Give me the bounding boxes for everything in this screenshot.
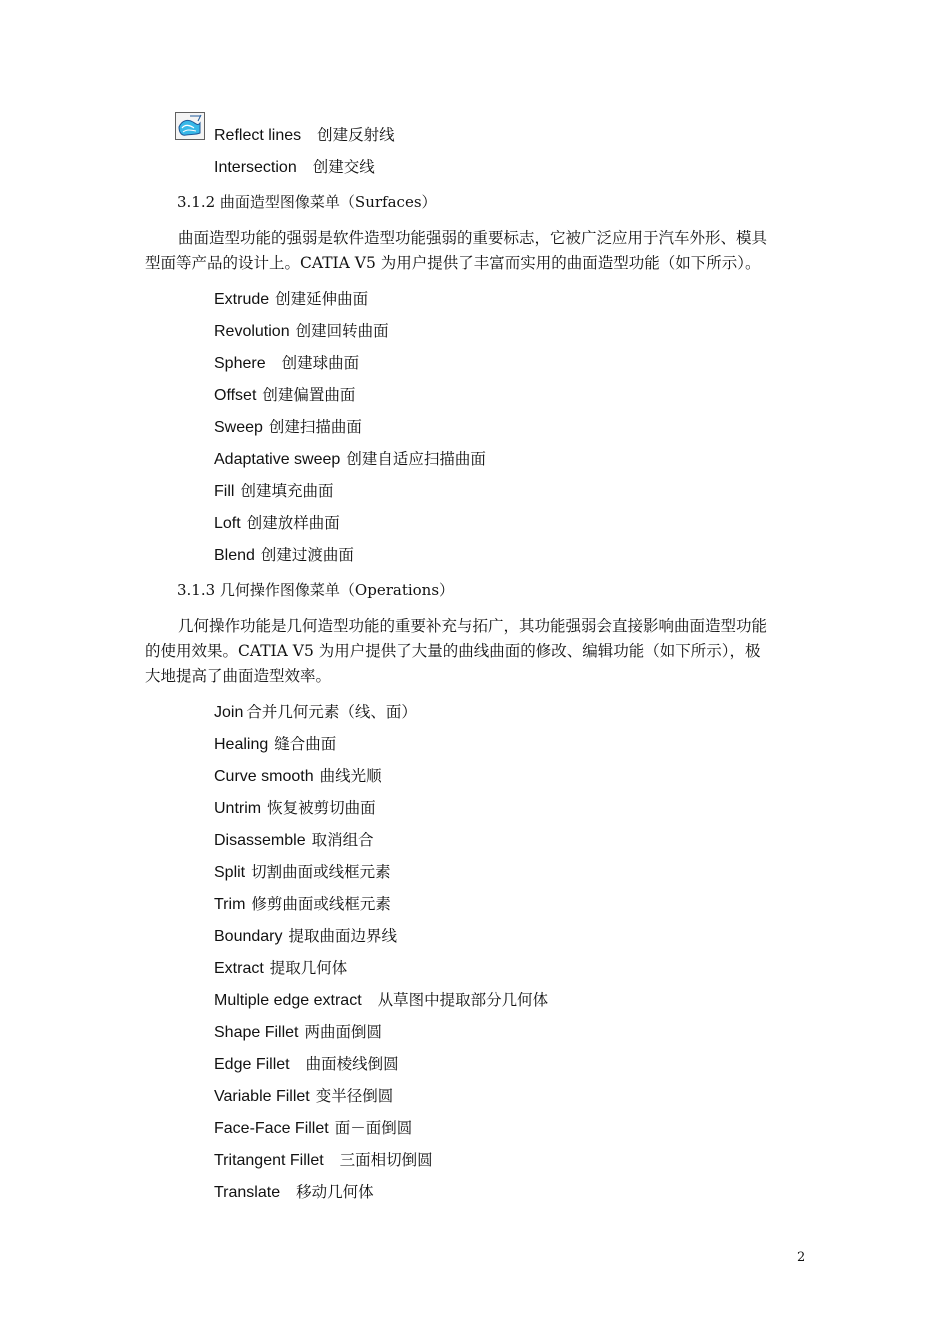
item-name: Edge Fillet — [214, 1056, 290, 1073]
item-name: Shape Fillet — [214, 1024, 299, 1041]
item-name: Multiple edge extract — [214, 992, 362, 1009]
menu-item-variable-fillet — [214, 1084, 393, 1109]
item-name: Sweep — [214, 419, 263, 436]
item-description: 创建放样曲面 — [246, 514, 340, 532]
item-name: Adaptative sweep — [214, 451, 341, 468]
menu-item-extrude — [214, 287, 368, 312]
item-description: 两曲面倒圆 — [304, 1023, 383, 1041]
item-name: Revolution — [214, 323, 290, 340]
item-description: 创建反射线 — [317, 126, 395, 144]
item-description: 取消组合 — [311, 831, 374, 849]
menu-item-trim — [214, 892, 391, 917]
paragraph-line: 大地提高了曲面造型效率。 — [145, 667, 332, 685]
menu-item-sweep — [214, 415, 362, 440]
paragraph-line: 几何操作功能是几何造型功能的重要补充与拓广，其功能强弱会直接影响曲面造型功能 — [178, 617, 768, 635]
paragraph-line: 的使用效果。CATIA V5 为用户提供了大量的曲线曲面的修改、编辑功能（如下所示），极 — [145, 642, 761, 660]
menu-item-translate — [214, 1180, 374, 1205]
menu-item-boundary — [214, 924, 397, 949]
item-name: Extrude — [214, 291, 270, 308]
menu-item-intersection — [214, 155, 375, 180]
reflect-lines-icon — [175, 112, 205, 140]
item-description: 曲线光顺 — [319, 767, 382, 785]
menu-item-curve-smooth — [214, 764, 382, 789]
item-name: Reflect lines — [214, 127, 302, 144]
item-description: 合并几何元素（线、面） — [246, 703, 417, 721]
menu-item-disassemble — [214, 828, 374, 853]
item-description: 恢复被剪切曲面 — [267, 799, 376, 817]
item-description: 缝合曲面 — [274, 735, 337, 753]
item-description: 创建过渡曲面 — [260, 546, 354, 564]
menu-item-healing — [214, 732, 336, 757]
item-name: Split — [214, 864, 246, 881]
menu-item-adaptative-sweep — [214, 447, 486, 472]
item-description: 曲面棱线倒圆 — [305, 1055, 399, 1073]
item-name: Extract — [214, 960, 264, 977]
menu-item-blend — [214, 543, 354, 568]
item-name: Join — [214, 704, 244, 721]
item-name: Untrim — [214, 800, 262, 817]
item-name: Curve smooth — [214, 768, 314, 785]
item-description: 创建球曲面 — [281, 354, 360, 372]
item-description: 提取几何体 — [269, 959, 348, 977]
item-description: 创建自适应扫描曲面 — [346, 450, 486, 468]
item-name: Boundary — [214, 928, 283, 945]
item-description: 变半径倒圆 — [315, 1087, 394, 1105]
item-description: 创建偏置曲面 — [262, 386, 356, 404]
item-name: Disassemble — [214, 832, 306, 849]
item-description: 切割曲面或线框元素 — [251, 863, 391, 881]
page-number: 2 — [797, 1250, 806, 1265]
item-description: 修剪曲面或线框元素 — [251, 895, 391, 913]
item-description: 面－面倒圆 — [334, 1119, 413, 1137]
menu-item-split — [214, 860, 391, 885]
menu-item-reflect-lines — [214, 123, 395, 148]
menu-item-edge-fillet — [214, 1052, 399, 1077]
section-heading-surfaces: 3.1.2 曲面造型图像菜单（Surfaces） — [177, 193, 437, 211]
item-name: Sphere — [214, 355, 266, 372]
item-description: 创建填充曲面 — [240, 482, 334, 500]
item-name: Trim — [214, 896, 246, 913]
item-name: Blend — [214, 547, 255, 564]
menu-item-extract — [214, 956, 347, 981]
item-name: Healing — [214, 736, 269, 753]
item-name: Intersection — [214, 159, 297, 176]
item-description: 创建延伸曲面 — [275, 290, 369, 308]
menu-item-offset — [214, 383, 355, 408]
item-description: 创建交线 — [312, 158, 375, 176]
item-description: 创建回转曲面 — [295, 322, 389, 340]
menu-item-untrim — [214, 796, 376, 821]
menu-item-tritangent-fillet — [214, 1148, 433, 1173]
item-name: Loft — [214, 515, 241, 532]
item-description: 三面相切倒圆 — [339, 1151, 433, 1169]
menu-item-shape-fillet — [214, 1020, 382, 1045]
menu-item-face-face-fillet — [214, 1116, 412, 1141]
item-description: 提取曲面边界线 — [288, 927, 398, 945]
item-name: Variable Fillet — [214, 1088, 310, 1105]
menu-item-loft — [214, 511, 340, 536]
item-name: Fill — [214, 483, 235, 500]
item-description: 从草图中提取部分几何体 — [377, 991, 549, 1009]
paragraph-line: 型面等产品的设计上。CATIA V5 为用户提供了丰富而实用的曲面造型功能（如下所示）。 — [145, 254, 761, 272]
item-name: Translate — [214, 1184, 281, 1201]
menu-item-revolution — [214, 319, 389, 344]
item-name: Tritangent Fillet — [214, 1152, 324, 1169]
item-description: 创建扫描曲面 — [268, 418, 362, 436]
section-heading-operations: 3.1.3 几何操作图像菜单（Operations） — [177, 581, 455, 599]
item-name: Offset — [214, 387, 257, 404]
menu-item-fill — [214, 479, 333, 504]
item-name: Face-Face Fillet — [214, 1120, 329, 1137]
item-description: 移动几何体 — [296, 1183, 374, 1201]
menu-item-sphere — [214, 351, 359, 376]
menu-item-join — [214, 700, 417, 725]
paragraph-line: 曲面造型功能的强弱是软件造型功能强弱的重要标志，它被广泛应用于汽车外形、模具 — [178, 229, 768, 247]
menu-item-multiple-edge-extract — [214, 988, 548, 1013]
